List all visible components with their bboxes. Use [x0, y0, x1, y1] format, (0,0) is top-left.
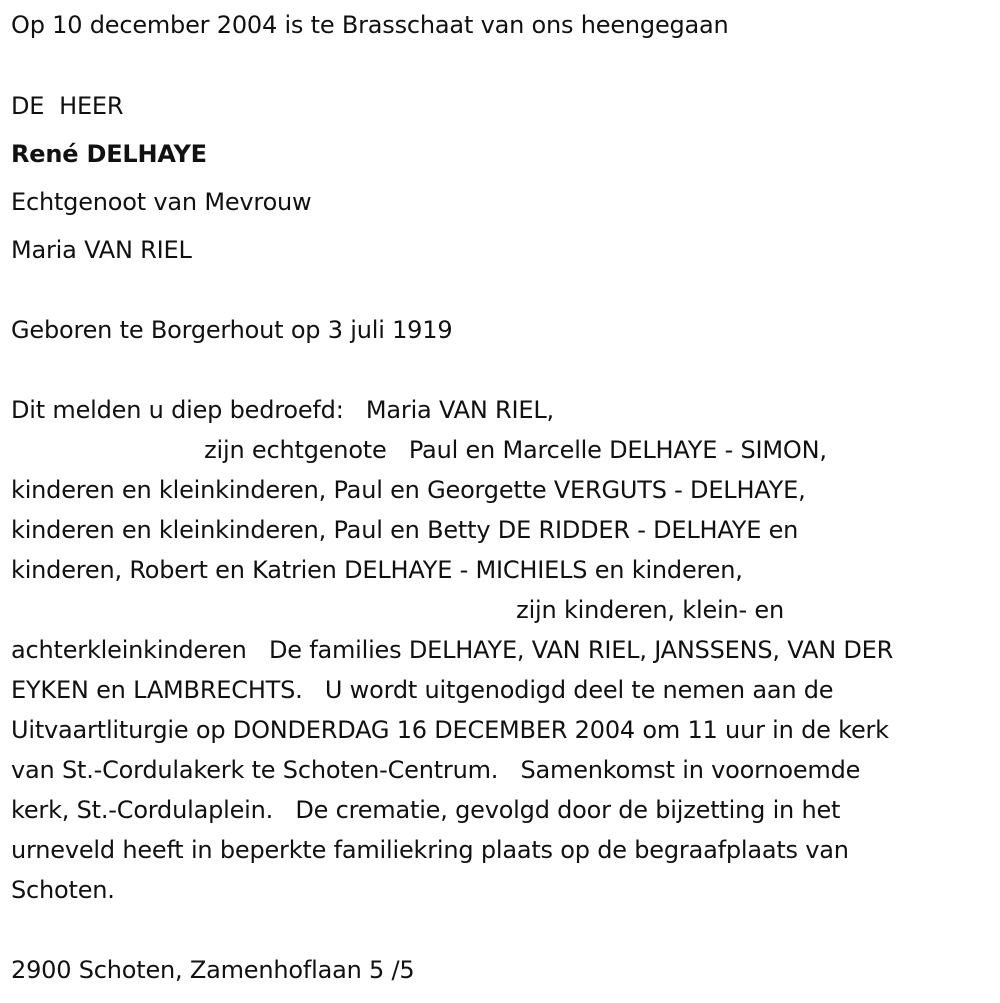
salutation: DE HEER — [11, 92, 124, 120]
body-line: EYKEN en LAMBRECHTS. U wordt uitgenodigd deel te nemen aan de — [11, 676, 834, 704]
body-line: Schoten. — [11, 876, 115, 904]
body-line: zijn echtgenote Paul en Marcelle DELHAYE - SIMON, — [11, 436, 827, 464]
body-line: kinderen en kleinkinderen, Paul en Georgette VERGUTS - DELHAYE, — [11, 476, 806, 504]
body-line: kinderen en kleinkinderen, Paul en Betty DE RIDDER - DELHAYE en — [11, 516, 799, 544]
body-line: Dit melden u diep bedroefd: Maria VAN RIEL, — [11, 396, 554, 424]
intro-line: Op 10 december 2004 is te Brasschaat van ons heengegaan — [11, 11, 729, 39]
birth-line: Geboren te Borgerhout op 3 juli 1919 — [11, 316, 453, 344]
body-line: van St.-Cordulakerk te Schoten-Centrum. Samenkomst in voornoemde — [11, 756, 861, 784]
spouse-label: Echtgenoot van Mevrouw — [11, 188, 312, 216]
body-line: kerk, St.-Cordulaplein. De crematie, gevolgd door de bijzetting in het — [11, 796, 841, 824]
body-line: Uitvaartliturgie op DONDERDAG 16 DECEMBER 2004 om 11 uur in de kerk — [11, 716, 889, 744]
body-line: achterkleinkinderen De families DELHAYE, VAN RIEL, JANSSENS, VAN DER — [11, 636, 894, 664]
spouse-name: Maria VAN RIEL — [11, 236, 192, 264]
deceased-name: René DELHAYE — [11, 140, 207, 168]
body-line: zijn kinderen, klein- en — [11, 596, 784, 624]
body-line: kinderen, Robert en Katrien DELHAYE - MICHIELS en kinderen, — [11, 556, 743, 584]
body-line: urneveld heeft in beperkte familiekring plaats op de begraafplaats van — [11, 836, 849, 864]
address-line: 2900 Schoten, Zamenhoflaan 5 /5 — [11, 956, 415, 984]
